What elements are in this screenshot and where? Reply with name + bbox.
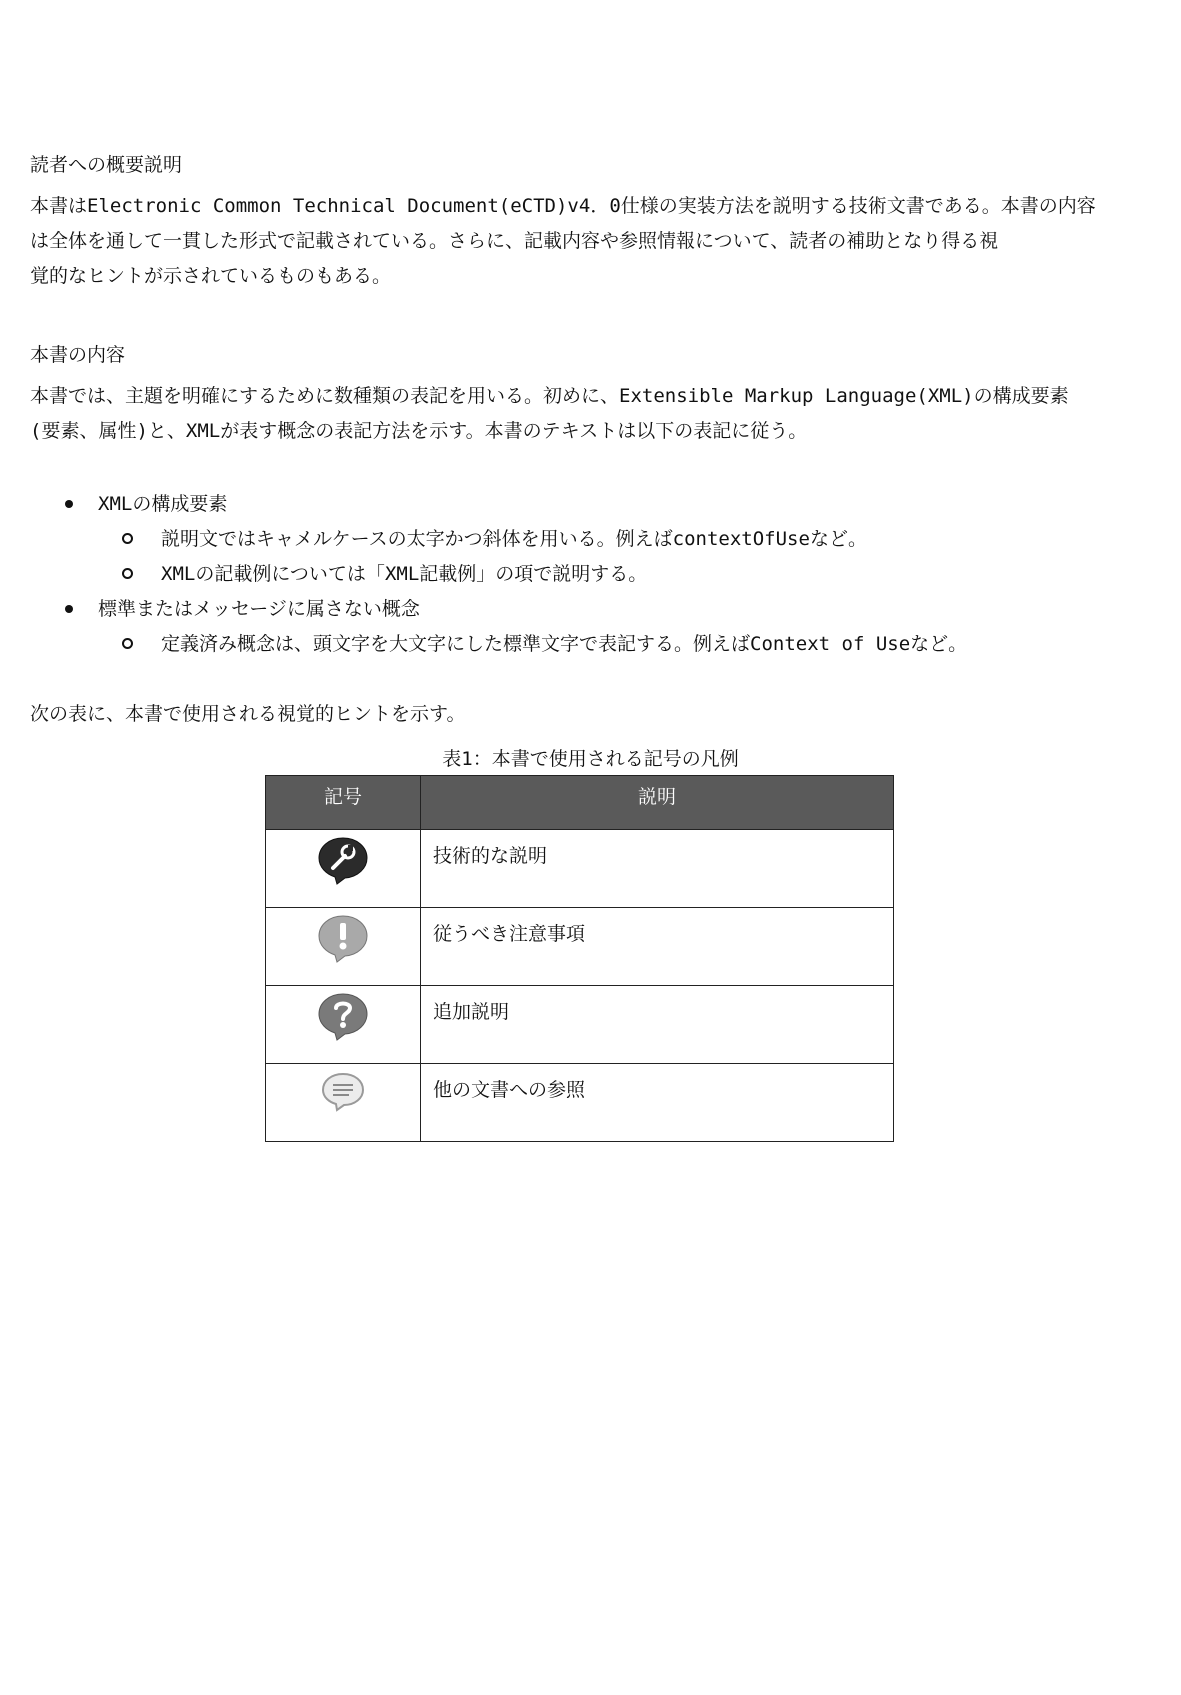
section-heading-overview: 読者への概要説明 bbox=[30, 154, 183, 176]
description-cell: 他の文書への参照 bbox=[421, 1064, 894, 1142]
sub-bullet-circle bbox=[122, 568, 133, 579]
table-header-symbol: 記号 bbox=[266, 776, 421, 830]
question-icon bbox=[315, 990, 371, 1042]
table-header-description: 説明 bbox=[421, 776, 894, 830]
paragraph-line: 本書では、主題を明確にするために数種類の表記を用いる。初めに、Extensible Markup Language(XML)の構成要素 bbox=[30, 385, 1069, 407]
speech-bubble-icon bbox=[315, 1068, 371, 1116]
legend-table bbox=[265, 775, 894, 1142]
paragraph-line: は全体を通して一貫した形式で記載されている。さらに、記載内容や参照情報について、読者の補助となり得る視 bbox=[30, 230, 999, 252]
symbol-cell bbox=[266, 1064, 421, 1142]
symbol-cell bbox=[266, 830, 421, 908]
description-cell: 技術的な説明 bbox=[421, 830, 894, 908]
paragraph-line: 本書はElectronic Common Technical Document(eCTD)v4．0仕様の実装方法を説明する技術文書である。本書の内容 bbox=[30, 195, 1096, 217]
table-row bbox=[266, 1064, 894, 1142]
bullet-disc bbox=[65, 500, 73, 508]
table-intro: 次の表に、本書で使用される視覚的ヒントを示す。 bbox=[30, 703, 466, 725]
description-cell: 従うべき注意事項 bbox=[421, 908, 894, 986]
sub-bullet-circle bbox=[122, 533, 133, 544]
bullet-item: XMLの構成要素 bbox=[98, 493, 228, 515]
paragraph-line: (要素、属性)と、XMLが表す概念の表記方法を示す。本書のテキストは以下の表記に従う。 bbox=[30, 420, 808, 442]
table-row bbox=[266, 908, 894, 986]
sub-bullet-circle bbox=[122, 638, 133, 649]
description-cell: 追加説明 bbox=[421, 986, 894, 1064]
table-header-row bbox=[266, 776, 894, 830]
sub-bullet-item: XMLの記載例については「XML記載例」の項で説明する。 bbox=[161, 563, 648, 585]
content-paragraph bbox=[30, 379, 1150, 449]
symbol-cell bbox=[266, 908, 421, 986]
paragraph-line: 覚的なヒントが示されているものもある。 bbox=[30, 265, 392, 287]
sub-bullet-item: 説明文ではキャメルケースの太字かつ斜体を用いる。例えばcontextOfUseなど。 bbox=[161, 528, 867, 550]
table-row bbox=[266, 830, 894, 908]
overview-paragraph bbox=[30, 189, 1150, 294]
table-row bbox=[266, 986, 894, 1064]
bullet-item: 標準またはメッセージに属さない概念 bbox=[98, 598, 420, 620]
symbol-cell bbox=[266, 986, 421, 1064]
exclamation-icon bbox=[315, 912, 371, 964]
table-caption: 表1：本書で使用される記号の凡例 bbox=[442, 748, 739, 770]
sub-bullet-item: 定義済み概念は、頭文字を大文字にした標準文字で表記する。例えばContext of Useなど。 bbox=[161, 633, 968, 655]
section-heading-content: 本書の内容 bbox=[30, 344, 126, 366]
bullet-disc bbox=[65, 605, 73, 613]
wrench-icon bbox=[315, 834, 371, 886]
